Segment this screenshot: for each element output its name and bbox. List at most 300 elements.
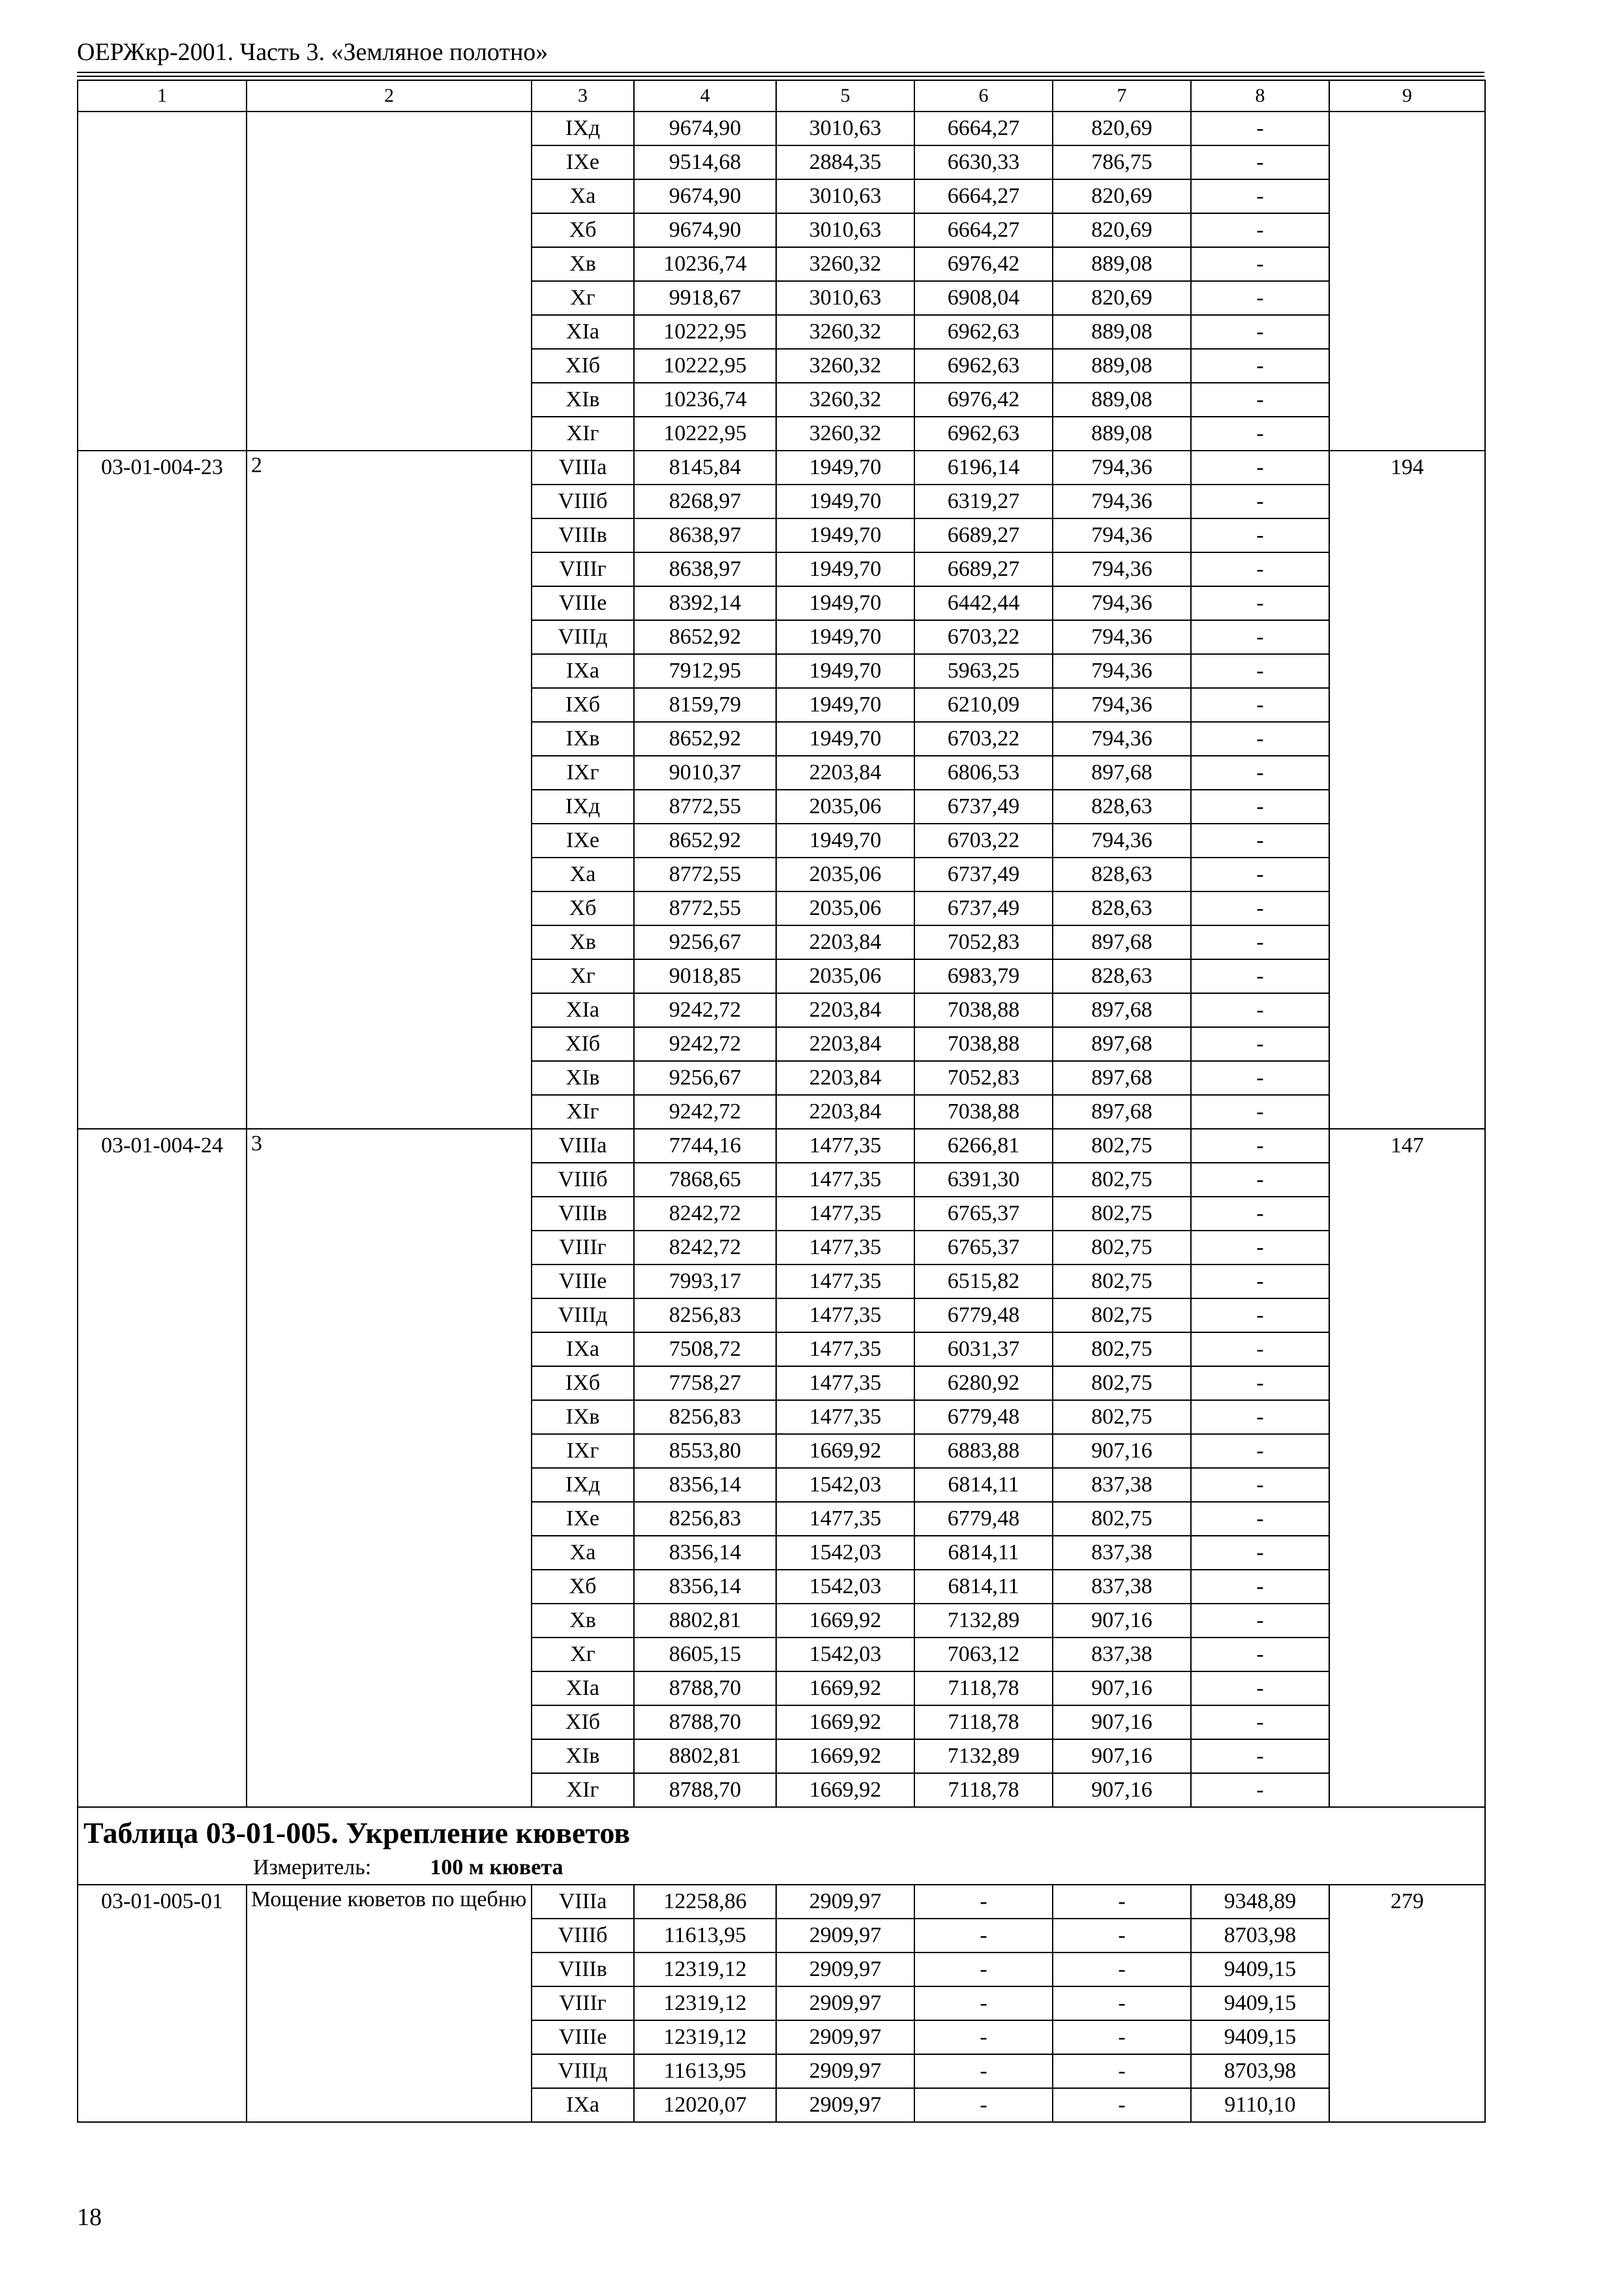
machines: 6737,49 (914, 790, 1053, 824)
materials: - (1191, 1231, 1329, 1264)
wages: 3010,63 (776, 281, 914, 315)
total-cost: 8638,97 (634, 518, 776, 552)
category: IXв (532, 722, 634, 756)
labor-cost (1329, 112, 1485, 451)
materials: - (1191, 1197, 1329, 1231)
category: XIа (532, 993, 634, 1027)
total-cost: 8802,81 (634, 1604, 776, 1638)
machines: 6703,22 (914, 722, 1053, 756)
work-name: 3 (247, 1129, 532, 1807)
unit-of-measure (83, 1855, 1479, 1880)
machines: 6703,22 (914, 620, 1053, 654)
wages: 3260,32 (776, 247, 914, 281)
machines: 6630,33 (914, 145, 1053, 179)
total-cost: 8159,79 (634, 688, 776, 722)
labor-cost: 279 (1329, 1885, 1485, 2122)
machines: - (914, 2020, 1053, 2054)
materials: - (1191, 688, 1329, 722)
materials: - (1191, 1773, 1329, 1807)
total-cost: 11613,95 (634, 2054, 776, 2088)
wages: 2909,97 (776, 1885, 914, 1919)
category: VIIIб (532, 1163, 634, 1197)
materials: - (1191, 858, 1329, 891)
total-cost: 8242,72 (634, 1197, 776, 1231)
wages: 2203,84 (776, 1027, 914, 1061)
column-number: 9 (1329, 80, 1485, 112)
machinist-wages: 794,36 (1053, 451, 1191, 485)
materials: - (1191, 1163, 1329, 1197)
wages: 1949,70 (776, 451, 914, 485)
category: XIг (532, 417, 634, 451)
wages: 3010,63 (776, 112, 914, 145)
machines: 6779,48 (914, 1298, 1053, 1332)
machines: 7038,88 (914, 1095, 1053, 1129)
category: VIIIб (532, 1919, 634, 1952)
total-cost: 11613,95 (634, 1919, 776, 1952)
wages: 1669,92 (776, 1773, 914, 1807)
machinist-wages: 897,68 (1053, 1027, 1191, 1061)
category: XIб (532, 1705, 634, 1739)
wages: 1669,92 (776, 1671, 914, 1705)
total-cost: 7744,16 (634, 1129, 776, 1163)
machinist-wages: 828,63 (1053, 790, 1191, 824)
category: VIIIд (532, 2054, 634, 2088)
materials: - (1191, 586, 1329, 620)
total-cost: 9242,72 (634, 993, 776, 1027)
category: XIг (532, 1095, 634, 1129)
category: Xб (532, 891, 634, 925)
materials: 9409,15 (1191, 1952, 1329, 1986)
machinist-wages: 820,69 (1053, 179, 1191, 213)
total-cost: 10236,74 (634, 383, 776, 417)
materials: - (1191, 451, 1329, 485)
machines: 6703,22 (914, 824, 1053, 858)
wages: 1669,92 (776, 1705, 914, 1739)
wages: 1949,70 (776, 722, 914, 756)
wages: 1949,70 (776, 586, 914, 620)
total-cost: 7912,95 (634, 654, 776, 688)
wages: 1477,35 (776, 1231, 914, 1264)
labor-cost: 194 (1329, 451, 1485, 1129)
materials: - (1191, 993, 1329, 1027)
category: XIв (532, 1061, 634, 1095)
total-cost: 9010,37 (634, 756, 776, 790)
materials: - (1191, 383, 1329, 417)
work-name (247, 112, 532, 451)
materials: 9409,15 (1191, 2020, 1329, 2054)
materials: - (1191, 1129, 1329, 1163)
machinist-wages: 907,16 (1053, 1773, 1191, 1807)
rate-code: 03-01-004-23 (78, 451, 247, 1129)
materials: - (1191, 112, 1329, 145)
total-cost: 12319,12 (634, 2020, 776, 2054)
machinist-wages: 802,75 (1053, 1231, 1191, 1264)
machines: 6280,92 (914, 1366, 1053, 1400)
materials: - (1191, 1061, 1329, 1095)
wages: 1669,92 (776, 1604, 914, 1638)
machines: 7118,78 (914, 1705, 1053, 1739)
wages: 3010,63 (776, 179, 914, 213)
rate-code: 03-01-005-01 (78, 1885, 247, 2122)
total-cost: 9514,68 (634, 145, 776, 179)
materials: - (1191, 1468, 1329, 1502)
wages: 3260,32 (776, 349, 914, 383)
total-cost: 12020,07 (634, 2088, 776, 2122)
wages: 2884,35 (776, 145, 914, 179)
machinist-wages: 889,08 (1053, 417, 1191, 451)
total-cost: 8242,72 (634, 1231, 776, 1264)
wages: 2035,06 (776, 858, 914, 891)
category: IXд (532, 1468, 634, 1502)
work-name: Мощение кюветов по щебню (247, 1885, 532, 2122)
total-cost: 10222,95 (634, 417, 776, 451)
machines: 7132,89 (914, 1604, 1053, 1638)
machinist-wages: 889,08 (1053, 349, 1191, 383)
table-title: Таблица 03-01-005. Укрепление кюветов (83, 1816, 631, 1849)
machinist-wages: 837,38 (1053, 1570, 1191, 1604)
unit-label: Измеритель: (253, 1855, 372, 1879)
machinist-wages: - (1053, 2020, 1191, 2054)
machines: - (914, 1919, 1053, 1952)
category: XIб (532, 1027, 634, 1061)
category: IXг (532, 756, 634, 790)
header-rule (77, 72, 1484, 73)
materials: - (1191, 654, 1329, 688)
materials: - (1191, 1604, 1329, 1638)
machinist-wages: 794,36 (1053, 586, 1191, 620)
total-cost: 9918,67 (634, 281, 776, 315)
column-number: 8 (1191, 80, 1329, 112)
materials: - (1191, 281, 1329, 315)
total-cost: 8605,15 (634, 1638, 776, 1671)
category: VIIIа (532, 1129, 634, 1163)
wages: 1542,03 (776, 1536, 914, 1570)
wages: 1477,35 (776, 1332, 914, 1366)
category: Xа (532, 858, 634, 891)
machines: 6266,81 (914, 1129, 1053, 1163)
machines: 6689,27 (914, 518, 1053, 552)
machinist-wages: 837,38 (1053, 1536, 1191, 1570)
category: XIб (532, 349, 634, 383)
total-cost: 9256,67 (634, 925, 776, 959)
category: IXе (532, 824, 634, 858)
category: IXе (532, 1502, 634, 1536)
machinist-wages: 802,75 (1053, 1332, 1191, 1366)
wages: 1949,70 (776, 485, 914, 518)
wages: 1477,35 (776, 1163, 914, 1197)
category: Xв (532, 925, 634, 959)
category: VIIIд (532, 620, 634, 654)
materials: - (1191, 1502, 1329, 1536)
machinist-wages: - (1053, 2088, 1191, 2122)
category: VIIIв (532, 518, 634, 552)
category: Xг (532, 959, 634, 993)
materials: - (1191, 1400, 1329, 1434)
category: Xб (532, 1570, 634, 1604)
category: Xа (532, 1536, 634, 1570)
materials: - (1191, 1739, 1329, 1773)
total-cost: 8356,14 (634, 1536, 776, 1570)
machines: - (914, 1952, 1053, 1986)
materials: - (1191, 1570, 1329, 1604)
materials: - (1191, 756, 1329, 790)
total-cost: 9242,72 (634, 1027, 776, 1061)
category: VIIIе (532, 2020, 634, 2054)
machines: 7118,78 (914, 1671, 1053, 1705)
table-row (78, 451, 1485, 485)
machinist-wages: 907,16 (1053, 1671, 1191, 1705)
materials: - (1191, 891, 1329, 925)
machines: 6962,63 (914, 417, 1053, 451)
total-cost: 7868,65 (634, 1163, 776, 1197)
materials: 9409,15 (1191, 1986, 1329, 2020)
column-number: 4 (634, 80, 776, 112)
machinist-wages: 802,75 (1053, 1197, 1191, 1231)
wages: 2909,97 (776, 2054, 914, 2088)
machines: 6814,11 (914, 1468, 1053, 1502)
category: VIIIа (532, 451, 634, 485)
materials: - (1191, 790, 1329, 824)
materials: - (1191, 247, 1329, 281)
wages: 1669,92 (776, 1434, 914, 1468)
total-cost: 8788,70 (634, 1671, 776, 1705)
wages: 1949,70 (776, 518, 914, 552)
machinist-wages: 828,63 (1053, 959, 1191, 993)
category: VIIIг (532, 1231, 634, 1264)
machinist-wages: 794,36 (1053, 688, 1191, 722)
machines: 6765,37 (914, 1197, 1053, 1231)
category: Xа (532, 179, 634, 213)
machines: 6806,53 (914, 756, 1053, 790)
machines: 6908,04 (914, 281, 1053, 315)
category: IXе (532, 145, 634, 179)
work-name: 2 (247, 451, 532, 1129)
machines: 6737,49 (914, 891, 1053, 925)
total-cost: 8268,97 (634, 485, 776, 518)
labor-cost: 147 (1329, 1129, 1485, 1807)
category: Xб (532, 213, 634, 247)
machines: 7118,78 (914, 1773, 1053, 1807)
machines: 6031,37 (914, 1332, 1053, 1366)
machinist-wages: 897,68 (1053, 925, 1191, 959)
wages: 2035,06 (776, 891, 914, 925)
machinist-wages: 794,36 (1053, 620, 1191, 654)
wages: 2909,97 (776, 1919, 914, 1952)
machines: 6210,09 (914, 688, 1053, 722)
materials: - (1191, 1671, 1329, 1705)
machinist-wages: 802,75 (1053, 1264, 1191, 1298)
category: XIа (532, 315, 634, 349)
wages: 2203,84 (776, 1095, 914, 1129)
total-cost: 8256,83 (634, 1502, 776, 1536)
materials: - (1191, 1638, 1329, 1671)
machines: 6664,27 (914, 179, 1053, 213)
table-title-row (78, 1807, 1485, 1885)
column-number: 6 (914, 80, 1053, 112)
machines: 6391,30 (914, 1163, 1053, 1197)
wages: 1542,03 (776, 1638, 914, 1671)
machines: 6765,37 (914, 1231, 1053, 1264)
total-cost: 8788,70 (634, 1705, 776, 1739)
machinist-wages: 837,38 (1053, 1468, 1191, 1502)
total-cost: 9242,72 (634, 1095, 776, 1129)
total-cost: 7758,27 (634, 1366, 776, 1400)
machines: 6814,11 (914, 1536, 1053, 1570)
machinist-wages: 802,75 (1053, 1129, 1191, 1163)
wages: 2203,84 (776, 993, 914, 1027)
machines: 6883,88 (914, 1434, 1053, 1468)
category: VIIIа (532, 1885, 634, 1919)
category: XIа (532, 1671, 634, 1705)
rate-code: 03-01-004-24 (78, 1129, 247, 1807)
machinist-wages: 794,36 (1053, 485, 1191, 518)
machinist-wages: 802,75 (1053, 1366, 1191, 1400)
table-row (78, 1129, 1485, 1163)
machinist-wages: - (1053, 1952, 1191, 1986)
materials: - (1191, 1366, 1329, 1400)
total-cost: 12319,12 (634, 1952, 776, 1986)
materials: - (1191, 518, 1329, 552)
total-cost: 12319,12 (634, 1986, 776, 2020)
materials: - (1191, 1705, 1329, 1739)
total-cost: 8145,84 (634, 451, 776, 485)
machines: 6689,27 (914, 552, 1053, 586)
machinist-wages: 802,75 (1053, 1298, 1191, 1332)
machinist-wages: 820,69 (1053, 112, 1191, 145)
materials: 9110,10 (1191, 2088, 1329, 2122)
materials: - (1191, 1434, 1329, 1468)
total-cost: 8652,92 (634, 824, 776, 858)
category: IXб (532, 1366, 634, 1400)
total-cost: 9674,90 (634, 213, 776, 247)
materials: - (1191, 620, 1329, 654)
total-cost: 8356,14 (634, 1570, 776, 1604)
wages: 1669,92 (776, 1739, 914, 1773)
wages: 2203,84 (776, 925, 914, 959)
machinist-wages: 897,68 (1053, 993, 1191, 1027)
total-cost: 8638,97 (634, 552, 776, 586)
total-cost: 8256,83 (634, 1298, 776, 1332)
wages: 3260,32 (776, 315, 914, 349)
machinist-wages: 828,63 (1053, 891, 1191, 925)
machines: 7063,12 (914, 1638, 1053, 1671)
machines: 6737,49 (914, 858, 1053, 891)
wages: 1477,35 (776, 1366, 914, 1400)
total-cost: 8772,55 (634, 790, 776, 824)
column-number: 1 (78, 80, 247, 112)
category: IXб (532, 688, 634, 722)
machines: - (914, 2088, 1053, 2122)
materials: 8703,98 (1191, 2054, 1329, 2088)
materials: - (1191, 1095, 1329, 1129)
machinist-wages: 794,36 (1053, 654, 1191, 688)
machinist-wages: - (1053, 2054, 1191, 2088)
wages: 2909,97 (776, 2088, 914, 2122)
total-cost: 7993,17 (634, 1264, 776, 1298)
wages: 1949,70 (776, 654, 914, 688)
machinist-wages: 794,36 (1053, 552, 1191, 586)
total-cost: 10222,95 (634, 349, 776, 383)
total-cost: 8652,92 (634, 722, 776, 756)
total-cost: 9018,85 (634, 959, 776, 993)
machinist-wages: 794,36 (1053, 722, 1191, 756)
wages: 1477,35 (776, 1197, 914, 1231)
category: IXа (532, 2088, 634, 2122)
category: IXд (532, 112, 634, 145)
wages: 2203,84 (776, 1061, 914, 1095)
machinist-wages: 897,68 (1053, 1061, 1191, 1095)
total-cost: 12258,86 (634, 1885, 776, 1919)
machinist-wages: 889,08 (1053, 247, 1191, 281)
materials: - (1191, 1264, 1329, 1298)
total-cost: 8788,70 (634, 1773, 776, 1807)
wages: 1477,35 (776, 1298, 914, 1332)
wages: 2035,06 (776, 959, 914, 993)
machinist-wages: - (1053, 1885, 1191, 1919)
total-cost: 8772,55 (634, 858, 776, 891)
category: VIIIв (532, 1197, 634, 1231)
materials: - (1191, 179, 1329, 213)
machines: 6442,44 (914, 586, 1053, 620)
machinist-wages: 802,75 (1053, 1502, 1191, 1536)
wages: 1477,35 (776, 1129, 914, 1163)
materials: - (1191, 552, 1329, 586)
category: Xг (532, 1638, 634, 1671)
wages: 1477,35 (776, 1400, 914, 1434)
category: VIIIг (532, 552, 634, 586)
unit-value: 100 м кювета (430, 1855, 564, 1879)
category: VIIIе (532, 586, 634, 620)
materials: - (1191, 925, 1329, 959)
materials: - (1191, 485, 1329, 518)
category: Xв (532, 1604, 634, 1638)
document-header: ОЕРЖкр-2001. Часть 3. «Земляное полотно» (77, 38, 549, 66)
materials: - (1191, 349, 1329, 383)
wages: 1477,35 (776, 1264, 914, 1298)
machinist-wages: 828,63 (1053, 858, 1191, 891)
total-cost: 10236,74 (634, 247, 776, 281)
total-cost: 9674,90 (634, 112, 776, 145)
total-cost: 8802,81 (634, 1739, 776, 1773)
machinist-wages: - (1053, 1986, 1191, 2020)
machinist-wages: 786,75 (1053, 145, 1191, 179)
machines: 7132,89 (914, 1739, 1053, 1773)
category: VIIIе (532, 1264, 634, 1298)
machines: 6779,48 (914, 1400, 1053, 1434)
materials: - (1191, 315, 1329, 349)
rates-table (77, 80, 1486, 2123)
machines: 6976,42 (914, 383, 1053, 417)
machines: 6196,14 (914, 451, 1053, 485)
column-number: 3 (532, 80, 634, 112)
machines: 7052,83 (914, 925, 1053, 959)
wages: 2909,97 (776, 2020, 914, 2054)
wages: 1949,70 (776, 824, 914, 858)
category: VIIIб (532, 485, 634, 518)
total-cost: 8356,14 (634, 1468, 776, 1502)
wages: 1542,03 (776, 1570, 914, 1604)
header-rule (77, 76, 1484, 77)
wages: 2203,84 (776, 756, 914, 790)
machinist-wages: 820,69 (1053, 281, 1191, 315)
materials: - (1191, 145, 1329, 179)
category: IXа (532, 654, 634, 688)
materials: - (1191, 1298, 1329, 1332)
page-number: 18 (77, 2204, 102, 2231)
machinist-wages: 907,16 (1053, 1739, 1191, 1773)
column-number-row (78, 80, 1485, 112)
machines: - (914, 2054, 1053, 2088)
